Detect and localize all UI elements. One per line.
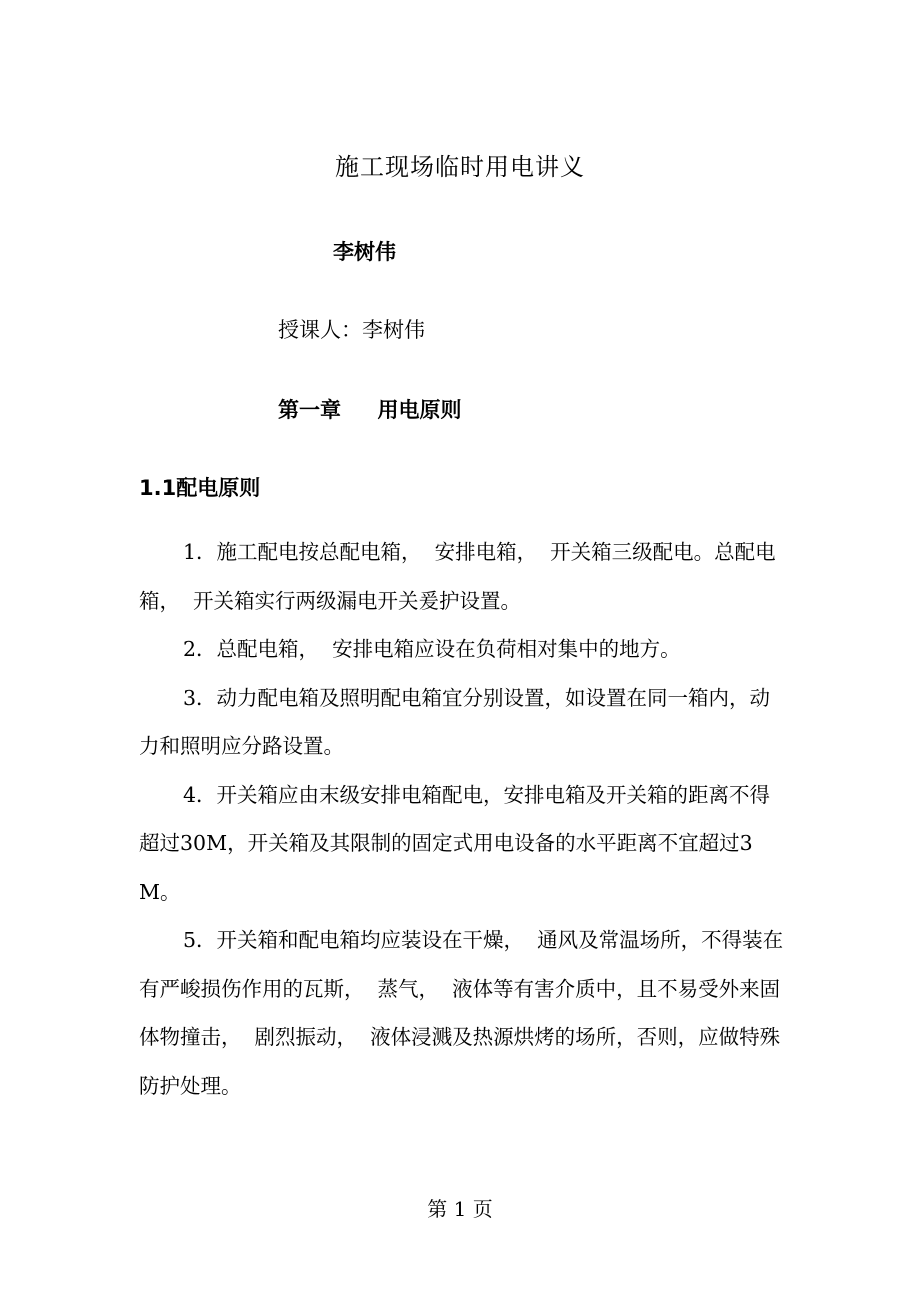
lecturer-line: 授课人：李树伟 (278, 318, 425, 342)
document-body (139, 528, 789, 1110)
paragraph-5: 5．开关箱和配电箱均应装设在干燥， 通风及常温场所，不得装在有严峻损伤作用的瓦斯， 蒸气， 液体等有害介质中，且不易受外来固体物撞击， 剧烈振动， 液体浸溅及热源烘烤的场所，否则，应做特殊防护处理。 (139, 928, 784, 1098)
document-title: 施工现场临时用电讲义 (335, 153, 585, 181)
page-number-footer: 第 1 页 (427, 1197, 493, 1221)
paragraph-4: 4．开关箱应由末级安排电箱配电，安排电箱及开关箱的距离不得超过30M，开关箱及其限制的固定式用电设备的水平距离不宜超过3M。 (139, 782, 771, 904)
paragraph-1: 1．施工配电按总配电箱， 安排电箱， 开关箱三级配电。总配电箱， 开关箱实行两级漏电开关爰护设置。 (139, 540, 776, 613)
author-name: 李树伟 (333, 240, 396, 264)
section-heading: 1.1配电原则 (139, 476, 261, 500)
paragraph-3: 3．动力配电箱及照明配电箱宜分别设置，如设置在同一箱内，动力和照明应分路设置。 (139, 685, 771, 758)
chapter-heading: 第一章 用电原则 (278, 398, 462, 422)
paragraph-2: 2．总配电箱， 安排电箱应设在负荷相对集中的地方。 (183, 637, 681, 661)
